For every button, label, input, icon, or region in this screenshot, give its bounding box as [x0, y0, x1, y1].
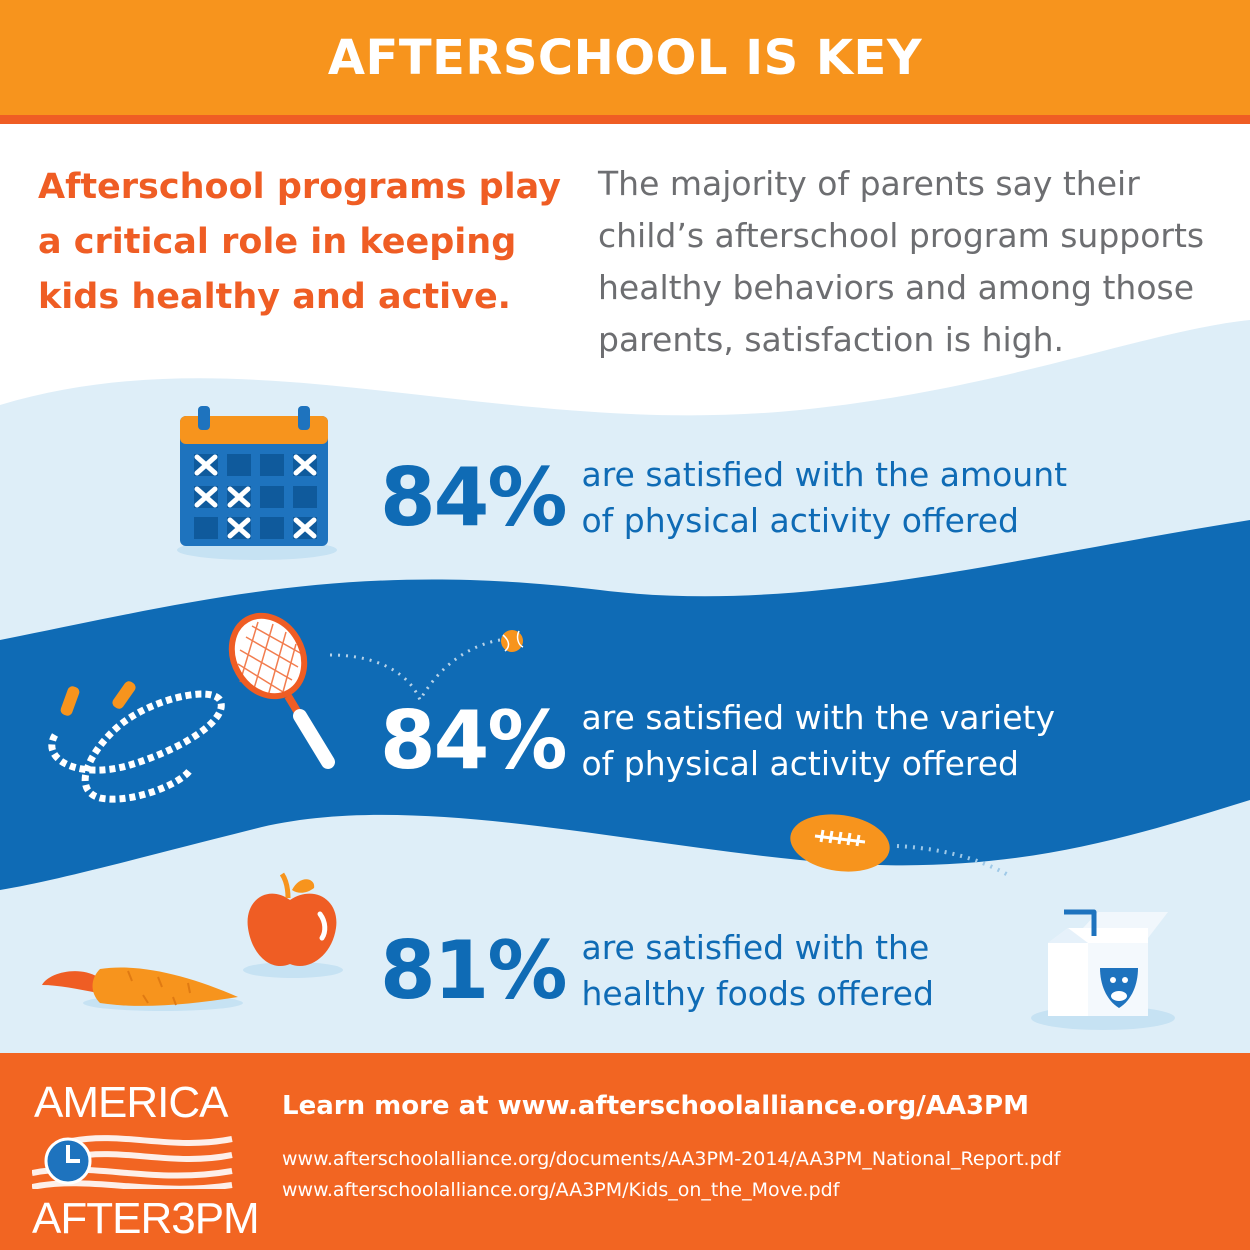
flag-stripes-icon — [32, 1131, 237, 1189]
stat-line: of physical activity offered — [581, 744, 1020, 783]
stat-healthy-foods — [380, 925, 934, 1017]
stat-percentage: 84% — [380, 694, 566, 787]
america-after-3pm-logo — [30, 1073, 259, 1243]
milk-carton-icon — [1028, 908, 1178, 1033]
stat-line: are satisfied with the variety — [581, 698, 1055, 737]
stat-line: are satisfied with the amount — [581, 455, 1068, 494]
calendar-icon — [172, 402, 342, 562]
footer — [0, 1053, 1250, 1250]
stat-description — [581, 925, 933, 1017]
stat-description — [581, 452, 1067, 544]
learn-more-link[interactable]: Learn more at www.afterschoolalliance.org/AA3PM — [282, 1091, 1029, 1121]
intro-text: The majority of parents say their child’s afterschool program supports healthy behaviors and among those parents, satisfaction is high. — [598, 164, 1205, 359]
stat-line: healthy foods offered — [581, 974, 934, 1013]
stat-activity-variety — [380, 695, 1055, 787]
carrot-icon — [38, 955, 243, 1015]
page-title: AFTERSCHOOL IS KEY — [327, 29, 923, 86]
stat-description — [581, 695, 1055, 787]
header-banner — [0, 0, 1250, 115]
stat-activity-amount — [380, 452, 1067, 544]
stat-percentage: 84% — [380, 451, 566, 544]
stat-percentage: 81% — [380, 924, 566, 1017]
apple-icon — [238, 870, 348, 980]
stat-line: are satisfied with the — [581, 928, 930, 967]
kids-on-the-move-link[interactable]: www.afterschoolalliance.org/AA3PM/Kids_on_the_Move.pdf — [282, 1179, 840, 1201]
football-icon — [785, 808, 1020, 883]
logo-text-bottom: AFTER3PM — [32, 1194, 259, 1243]
headline: Afterschool programs play a critical role in keeping kids healthy and active. — [38, 167, 562, 317]
logo-text-top: AMERICA — [34, 1078, 228, 1127]
header-divider — [0, 115, 1250, 124]
jump-rope-icon — [40, 680, 240, 805]
stat-line: of physical activity offered — [581, 501, 1020, 540]
report-link[interactable]: www.afterschoolalliance.org/documents/AA3PM-2014/AA3PM_National_Report.pdf — [282, 1148, 1061, 1170]
